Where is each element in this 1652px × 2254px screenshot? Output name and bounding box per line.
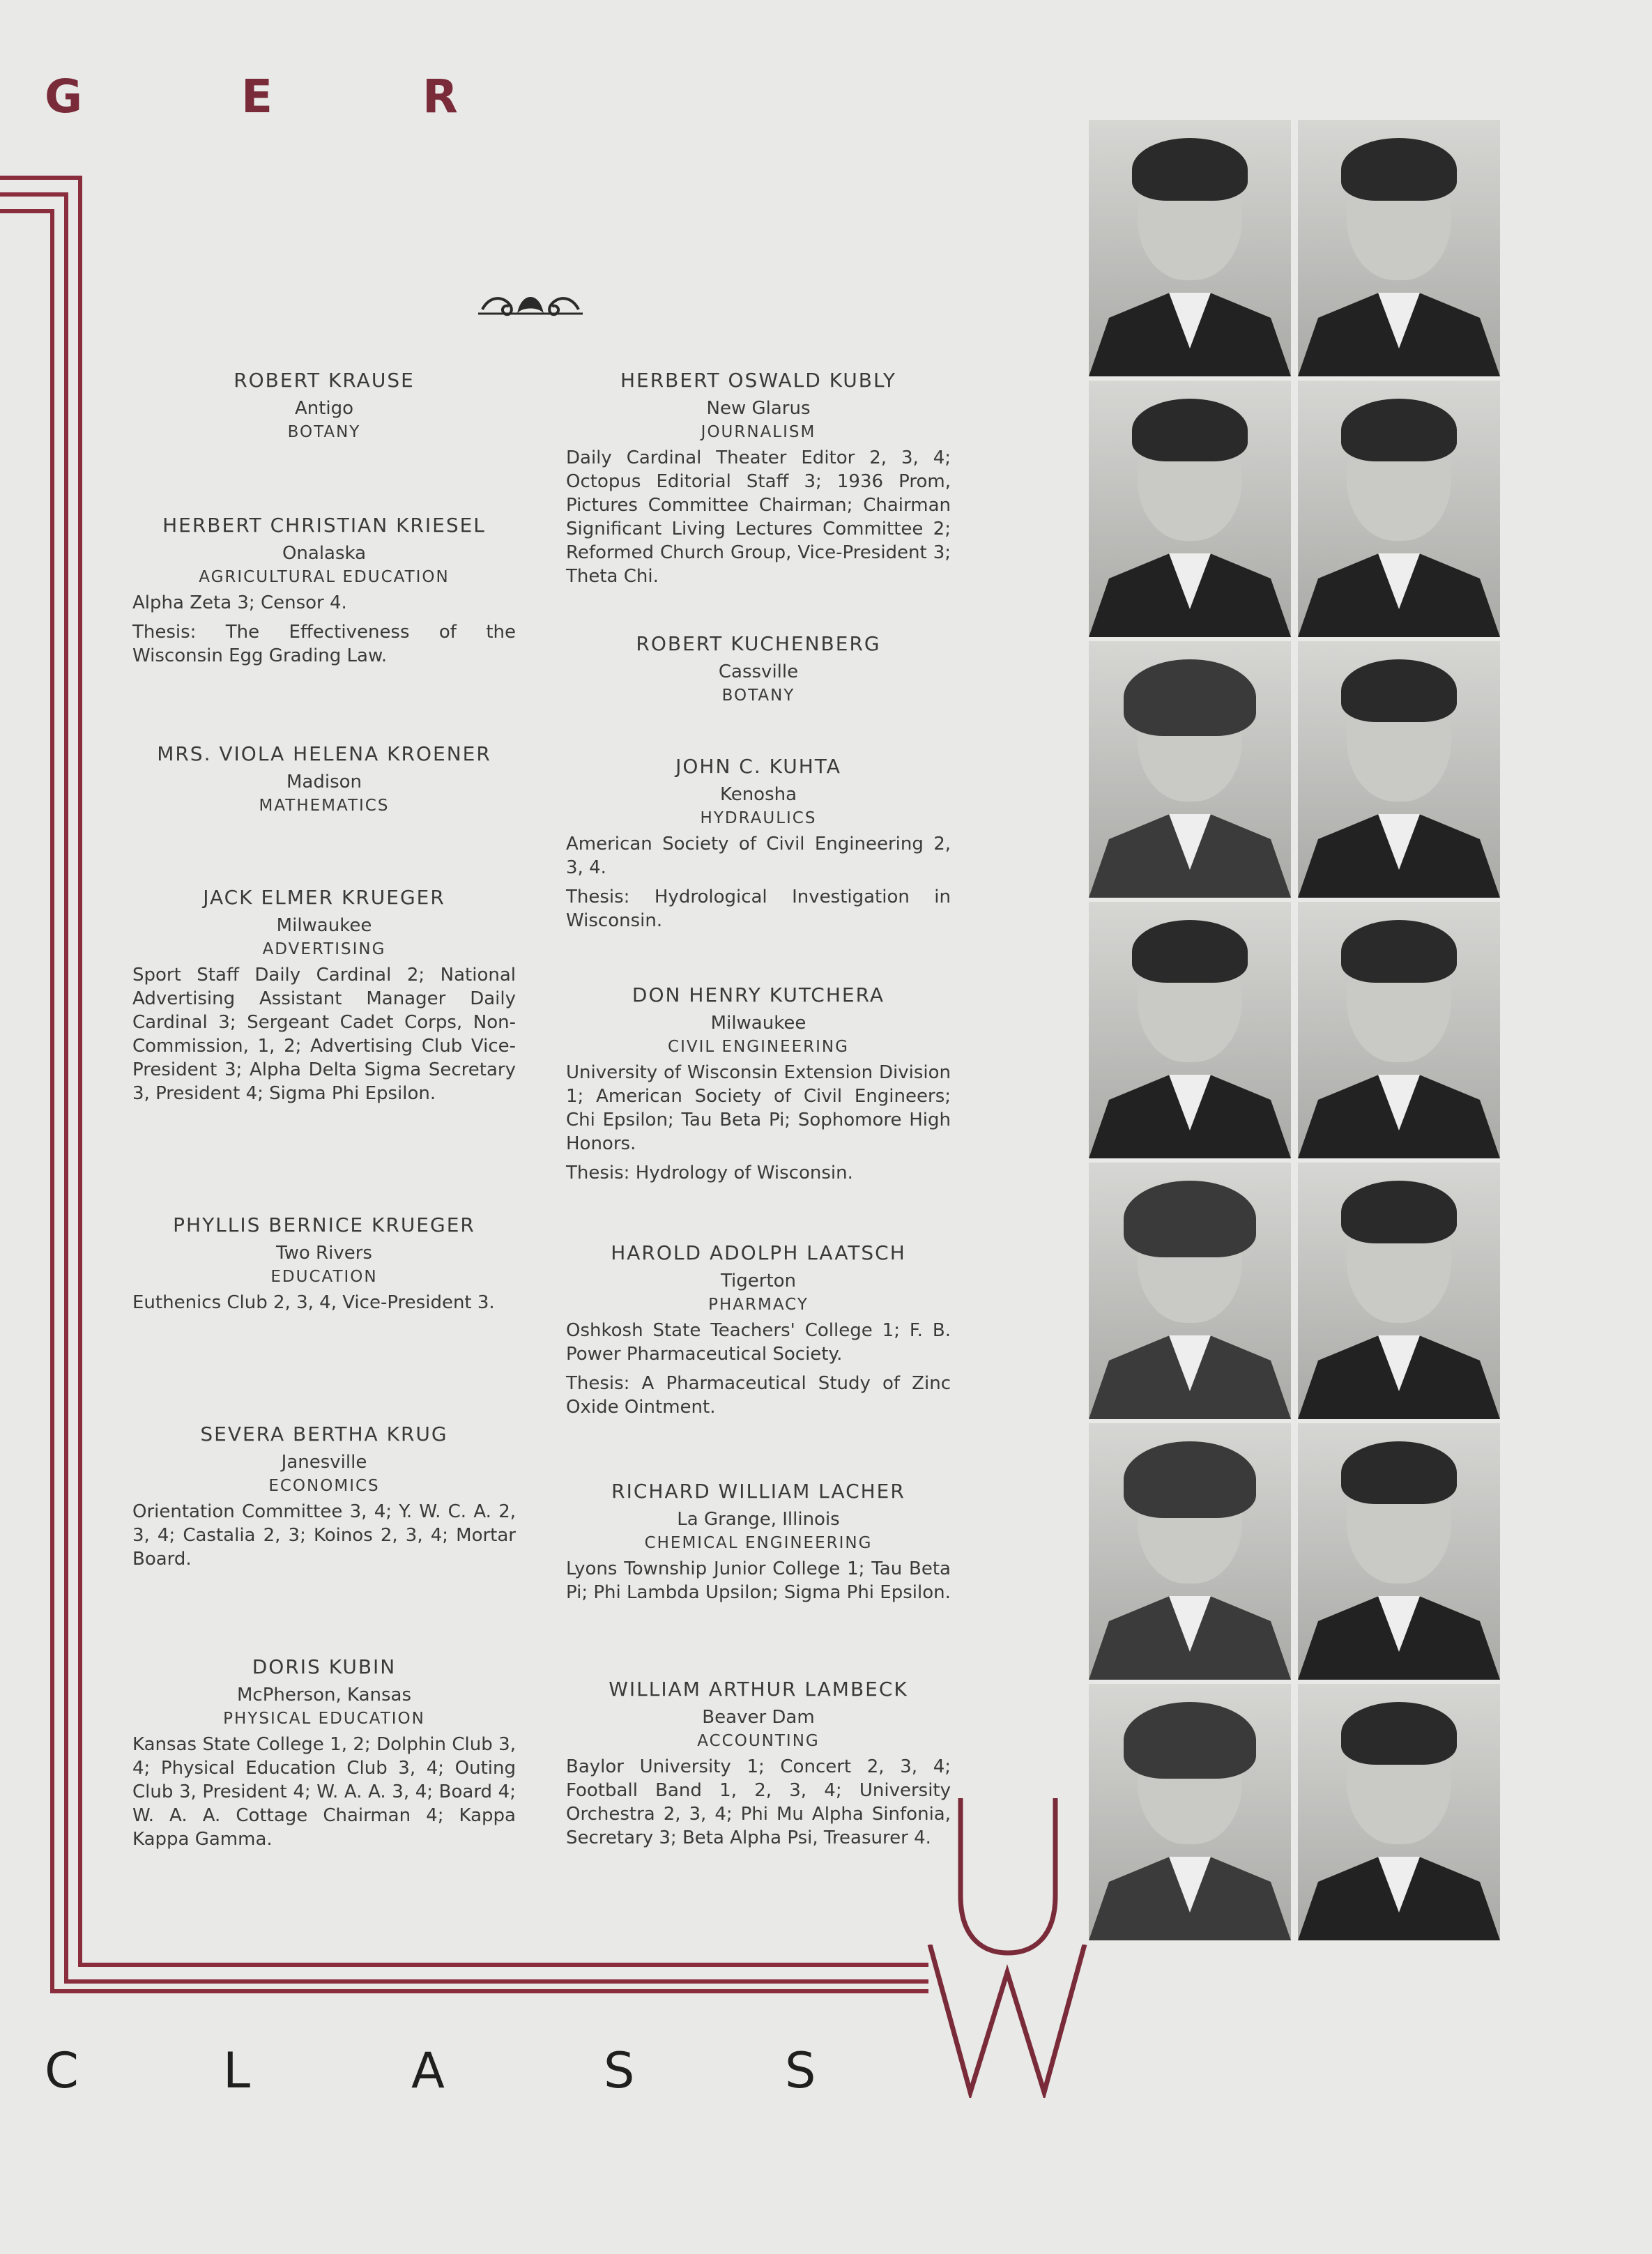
header-letter-g: G [45, 70, 83, 123]
biography-entry [566, 368, 951, 588]
footer-letter-a: A [411, 2042, 445, 2099]
male-portrait-photo [1298, 120, 1500, 376]
male-portrait-photo [1298, 1684, 1500, 1940]
female-portrait-photo [1089, 1163, 1291, 1419]
biography-entry [566, 754, 951, 933]
student-major: BOTANY [287, 423, 361, 441]
student-hometown: McPherson, Kansas [236, 1685, 412, 1705]
biography-entry [132, 368, 516, 443]
student-name: DON HENRY KUTCHERA [632, 983, 885, 1006]
male-portrait-photo [1298, 641, 1500, 898]
student-name: JACK ELMER KRUEGER [203, 886, 445, 909]
header-letter-r: R [422, 70, 458, 123]
student-hometown: New Glarus [706, 398, 811, 419]
student-name: RICHARD WILLIAM LACHER [611, 1480, 905, 1503]
biography-entry [132, 885, 516, 1105]
student-major: CHEMICAL ENGINEERING [644, 1534, 873, 1552]
student-major: MATHEMATICS [259, 797, 390, 815]
biography-entry [132, 1422, 516, 1571]
student-name: HERBERT OSWALD KUBLY [620, 369, 896, 392]
student-activities: Alpha Zeta 3; Censor 4. [132, 592, 347, 613]
student-hometown: Cassville [718, 661, 799, 682]
male-portrait-photo [1298, 381, 1500, 637]
footer-letter-l: L [223, 2042, 250, 2099]
scroll-ornament-icon [475, 282, 586, 326]
biography-entry [566, 1479, 951, 1604]
male-portrait-photo [1298, 902, 1500, 1158]
student-major: HYDRAULICS [700, 809, 817, 827]
student-hometown: Milwaukee [710, 1013, 806, 1034]
male-portrait-photo [1089, 902, 1291, 1158]
student-thesis: Thesis: Hydrological Investigation in Wisconsin. [566, 887, 951, 931]
student-hometown: Tigerton [720, 1271, 797, 1291]
male-portrait-photo [1089, 381, 1291, 637]
student-thesis: Thesis: Hydrology of Wisconsin. [566, 1163, 853, 1183]
male-portrait-photo [1298, 1423, 1500, 1680]
student-major: BOTANY [721, 687, 795, 705]
student-activities: Sport Staff Daily Cardinal 2; National Advertising Assistant Manager Daily Cardinal 3; Sergeant Cadet Corps, Non-Commission, 1, 2; Advertising Club Vice-President 3; Alpha Delta Sigma Secretary 3, President 4; Sigma Phi Epsilon. [132, 965, 516, 1104]
female-portrait-photo [1089, 641, 1291, 898]
student-activities: University of Wisconsin Extension Division 1; American Society of Civil Engineers; Chi Epsilon; Tau Beta Pi; Sophomore High Honors. [566, 1062, 951, 1154]
biography-entry [132, 1213, 516, 1314]
student-name: WILLIAM ARTHUR LAMBECK [609, 1678, 908, 1701]
student-major: CIVIL ENGINEERING [668, 1038, 849, 1056]
student-hometown: Two Rivers [276, 1243, 372, 1264]
student-name: HAROLD ADOLPH LAATSCH [611, 1241, 906, 1264]
student-hometown: Milwaukee [276, 915, 372, 936]
biography-entry [132, 513, 516, 668]
female-portrait-photo [1089, 1684, 1291, 1940]
male-portrait-photo [1298, 1163, 1500, 1419]
student-activities: American Society of Civil Engineering 2, 3, 4. [566, 834, 951, 878]
footer-letter-c: C [45, 2042, 79, 2099]
student-thesis: Thesis: The Effectiveness of the Wisconsin Egg Grading Law. [132, 622, 516, 666]
student-hometown: Madison [286, 772, 362, 792]
header-letter-e: E [241, 70, 273, 123]
student-major: PHARMACY [708, 1296, 809, 1314]
student-activities: Oshkosh State Teachers' College 1; F. B. Power Pharmaceutical Society. [566, 1320, 951, 1365]
student-name: HERBERT CHRISTIAN KRIESEL [162, 514, 486, 537]
student-major: EDUCATION [270, 1268, 378, 1286]
student-major: ACCOUNTING [697, 1732, 820, 1750]
student-activities: Euthenics Club 2, 3, 4, Vice-President 3. [132, 1292, 495, 1313]
biography-entry [132, 1655, 516, 1851]
student-name: MRS. VIOLA HELENA KROENER [157, 742, 491, 765]
student-hometown: Kenosha [719, 784, 797, 805]
monogram-w [927, 1945, 1087, 2098]
student-major: ECONOMICS [268, 1477, 380, 1495]
student-hometown: Onalaska [282, 543, 367, 564]
student-hometown: Beaver Dam [702, 1707, 815, 1728]
monogram-u [952, 1798, 1064, 1958]
student-hometown: Antigo [294, 398, 354, 419]
student-name: DORIS KUBIN [252, 1655, 397, 1678]
biography-entry [566, 983, 951, 1185]
portrait-grid [1089, 120, 1504, 1947]
student-major: JOURNALISM [701, 423, 816, 441]
student-major: ADVERTISING [262, 940, 386, 958]
student-major: AGRICULTURAL EDUCATION [199, 568, 450, 586]
female-portrait-photo [1089, 1423, 1291, 1680]
student-major: PHYSICAL EDUCATION [223, 1710, 425, 1728]
biography-entry [132, 742, 516, 817]
biography-entry [566, 1241, 951, 1419]
footer-letter-s1: S [604, 2042, 635, 2099]
footer-letter-s2: S [785, 2042, 816, 2099]
student-activities: Baylor University 1; Concert 2, 3, 4; Football Band 1, 2, 3, 4; University Orchestra 2, 3, 4; Phi Mu Alpha Sinfonia, Secretary 3; Beta Alpha Psi, Treasurer 4. [566, 1756, 951, 1848]
student-name: JOHN C. KUHTA [675, 755, 841, 778]
biography-entry [566, 631, 951, 707]
student-name: ROBERT KUCHENBERG [636, 632, 881, 655]
student-thesis: Thesis: A Pharmaceutical Study of Zinc Oxide Ointment. [566, 1373, 951, 1418]
male-portrait-photo [1089, 120, 1291, 376]
student-hometown: Janesville [281, 1452, 367, 1473]
student-name: PHYLLIS BERNICE KRUEGER [173, 1213, 475, 1236]
student-name: SEVERA BERTHA KRUG [200, 1423, 448, 1446]
student-activities: Kansas State College 1, 2; Dolphin Club 3, 4; Physical Education Club 3, 4; Outing Club 3, President 4; W. A. A. 3, 4; Board 4; W. A. A. Cottage Chairman 4; Kappa Kappa Gamma. [132, 1734, 516, 1850]
student-activities: Lyons Township Junior College 1; Tau Beta Pi; Phi Lambda Upsilon; Sigma Phi Epsilon. [566, 1558, 951, 1603]
student-hometown: La Grange, Illinois [677, 1509, 840, 1530]
student-name: ROBERT KRAUSE [234, 369, 415, 392]
biography-entry [566, 1677, 951, 1850]
student-activities: Orientation Committee 3, 4; Y. W. C. A. 2, 3, 4; Castalia 2, 3; Koinos 2, 3, 4; Mortar Board. [132, 1501, 516, 1570]
student-activities: Daily Cardinal Theater Editor 2, 3, 4; Octopus Editorial Staff 3; 1936 Prom, Pictures Committee Chairman; Chairman Significant Living Lectures Committee 2; Reformed Church Group, Vice-President 3; Theta Chi. [566, 447, 951, 587]
